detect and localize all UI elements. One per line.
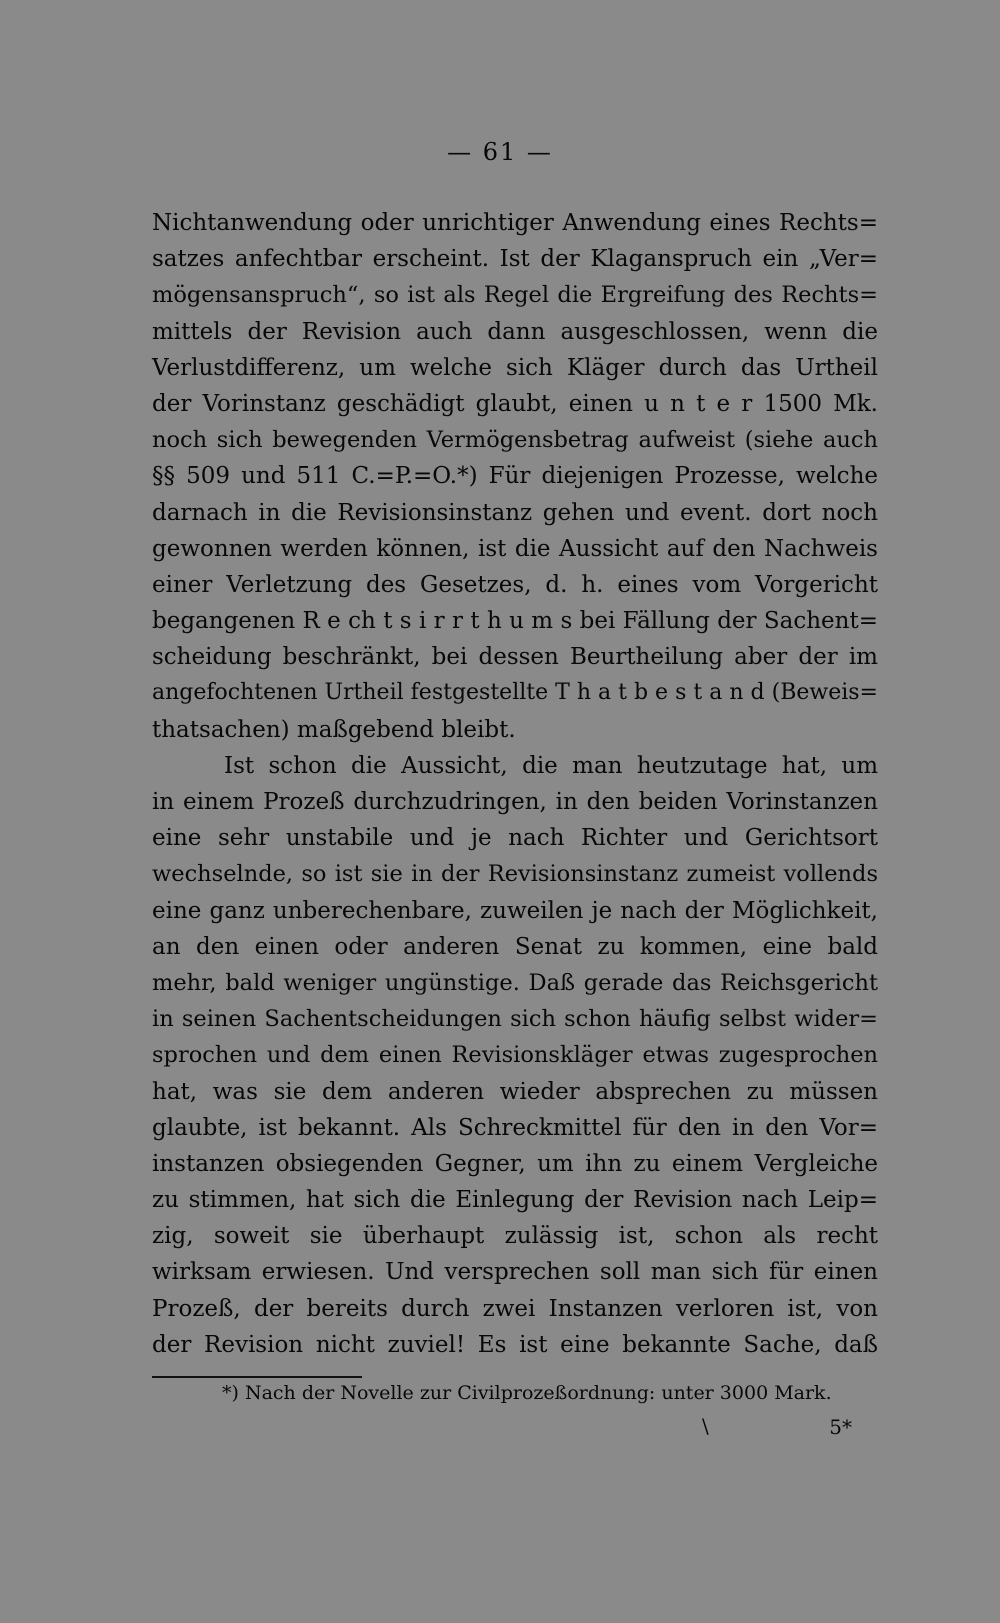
text-line: mittels der Revision auch dann ausgeschlossen, wenn die <box>152 318 878 345</box>
text-line: instanzen obsiegenden Gegner, um ihn zu einem Vergleiche <box>152 1150 878 1177</box>
text-line: einer Verletzung des Gesetzes, d. h. eines vom Vorgericht <box>152 571 878 598</box>
text-line: angefochtenen Urtheil festgestellte T h a t b e s t a n d (Beweis= <box>152 680 878 706</box>
text-line: in seinen Sachentscheidungen sich schon häufig selbst wider= <box>152 1006 878 1033</box>
text-line: sprochen und dem einen Revisionskläger etwas zugesprochen <box>152 1042 878 1069</box>
page-number: — 61 — <box>447 138 553 166</box>
text-line: §§ 509 und 511 C.=P.=O.*) Für diejenigen Prozesse, welche <box>152 463 878 490</box>
text-line: wirksam erwiesen. Und versprechen soll man sich für einen <box>152 1259 878 1286</box>
text-line: eine ganz unberechenbare, zuweilen je nach der Möglichkeit, <box>152 897 878 924</box>
text-line: darnach in die Revisionsinstanz gehen und event. dort noch <box>152 499 878 526</box>
text-line: zu stimmen, hat sich die Einlegung der Revision nach Leip= <box>152 1187 878 1214</box>
text-line: Prozeß, der bereits durch zwei Instanzen verloren ist, von <box>152 1295 878 1322</box>
text-line: mögensanspruch“, so ist als Regel die Ergreifung des Rechts= <box>152 282 878 309</box>
text-line: in einem Prozeß durchzudringen, in den beiden Vorinstanzen <box>152 789 878 815</box>
text-line: eine sehr unstabile und je nach Richter und Gerichtsort <box>152 825 878 852</box>
text-line: zig, soweit sie überhaupt zulässig ist, schon als recht <box>152 1223 878 1250</box>
text-line: glaubte, ist bekannt. Als Schreckmittel für den in den Vor= <box>152 1114 878 1141</box>
text-line: mehr, bald weniger ungünstige. Daß gerade das Reichsgericht <box>152 969 878 996</box>
text-line: gewonnen werden können, ist die Aussicht auf den Nachweis <box>152 535 878 562</box>
footnote: *) Nach der Novelle zur Civilprozeßordnung: unter 3000 Mark. <box>222 1382 832 1404</box>
body-text <box>152 205 878 1363</box>
stray-mark: \ <box>702 1414 709 1438</box>
signature-mark: 5* <box>829 1415 852 1439</box>
text-line: hat, was sie dem anderen wieder absprechen zu müssen <box>152 1078 878 1105</box>
text-line: thatsachen) maßgebend bleibt. <box>152 716 516 743</box>
paragraph-start-line: Ist schon die Aussicht, die man heutzutage hat, um <box>224 752 878 779</box>
text-line: Verlustdifferenz, um welche sich Kläger durch das Urtheil <box>152 354 878 381</box>
text-line: an den einen oder anderen Senat zu kommen, eine bald <box>152 933 878 960</box>
text-line: Nichtanwendung oder unrichtiger Anwendung eines Rechts= <box>152 210 878 236</box>
text-line: noch sich bewegenden Vermögensbetrag aufweist (siehe auch <box>152 427 878 454</box>
text-line: begangenen R e ch t s i r r t h u m s bei Fällung der Sachent= <box>152 608 878 635</box>
text-line: wechselnde, so ist sie in der Revisionsinstanz zumeist vollends <box>152 861 878 888</box>
text-line: satzes anfechtbar erscheint. Ist der Klaganspruch ein „Ver= <box>152 246 878 273</box>
text-line: der Revision nicht zuviel! Es ist eine bekannte Sache, daß <box>152 1331 878 1358</box>
text-line: scheidung beschränkt, bei dessen Beurtheilung aber der im <box>152 644 878 671</box>
text-line: der Vorinstanz geschädigt glaubt, einen u n t e r 1500 Mk. <box>152 390 878 417</box>
